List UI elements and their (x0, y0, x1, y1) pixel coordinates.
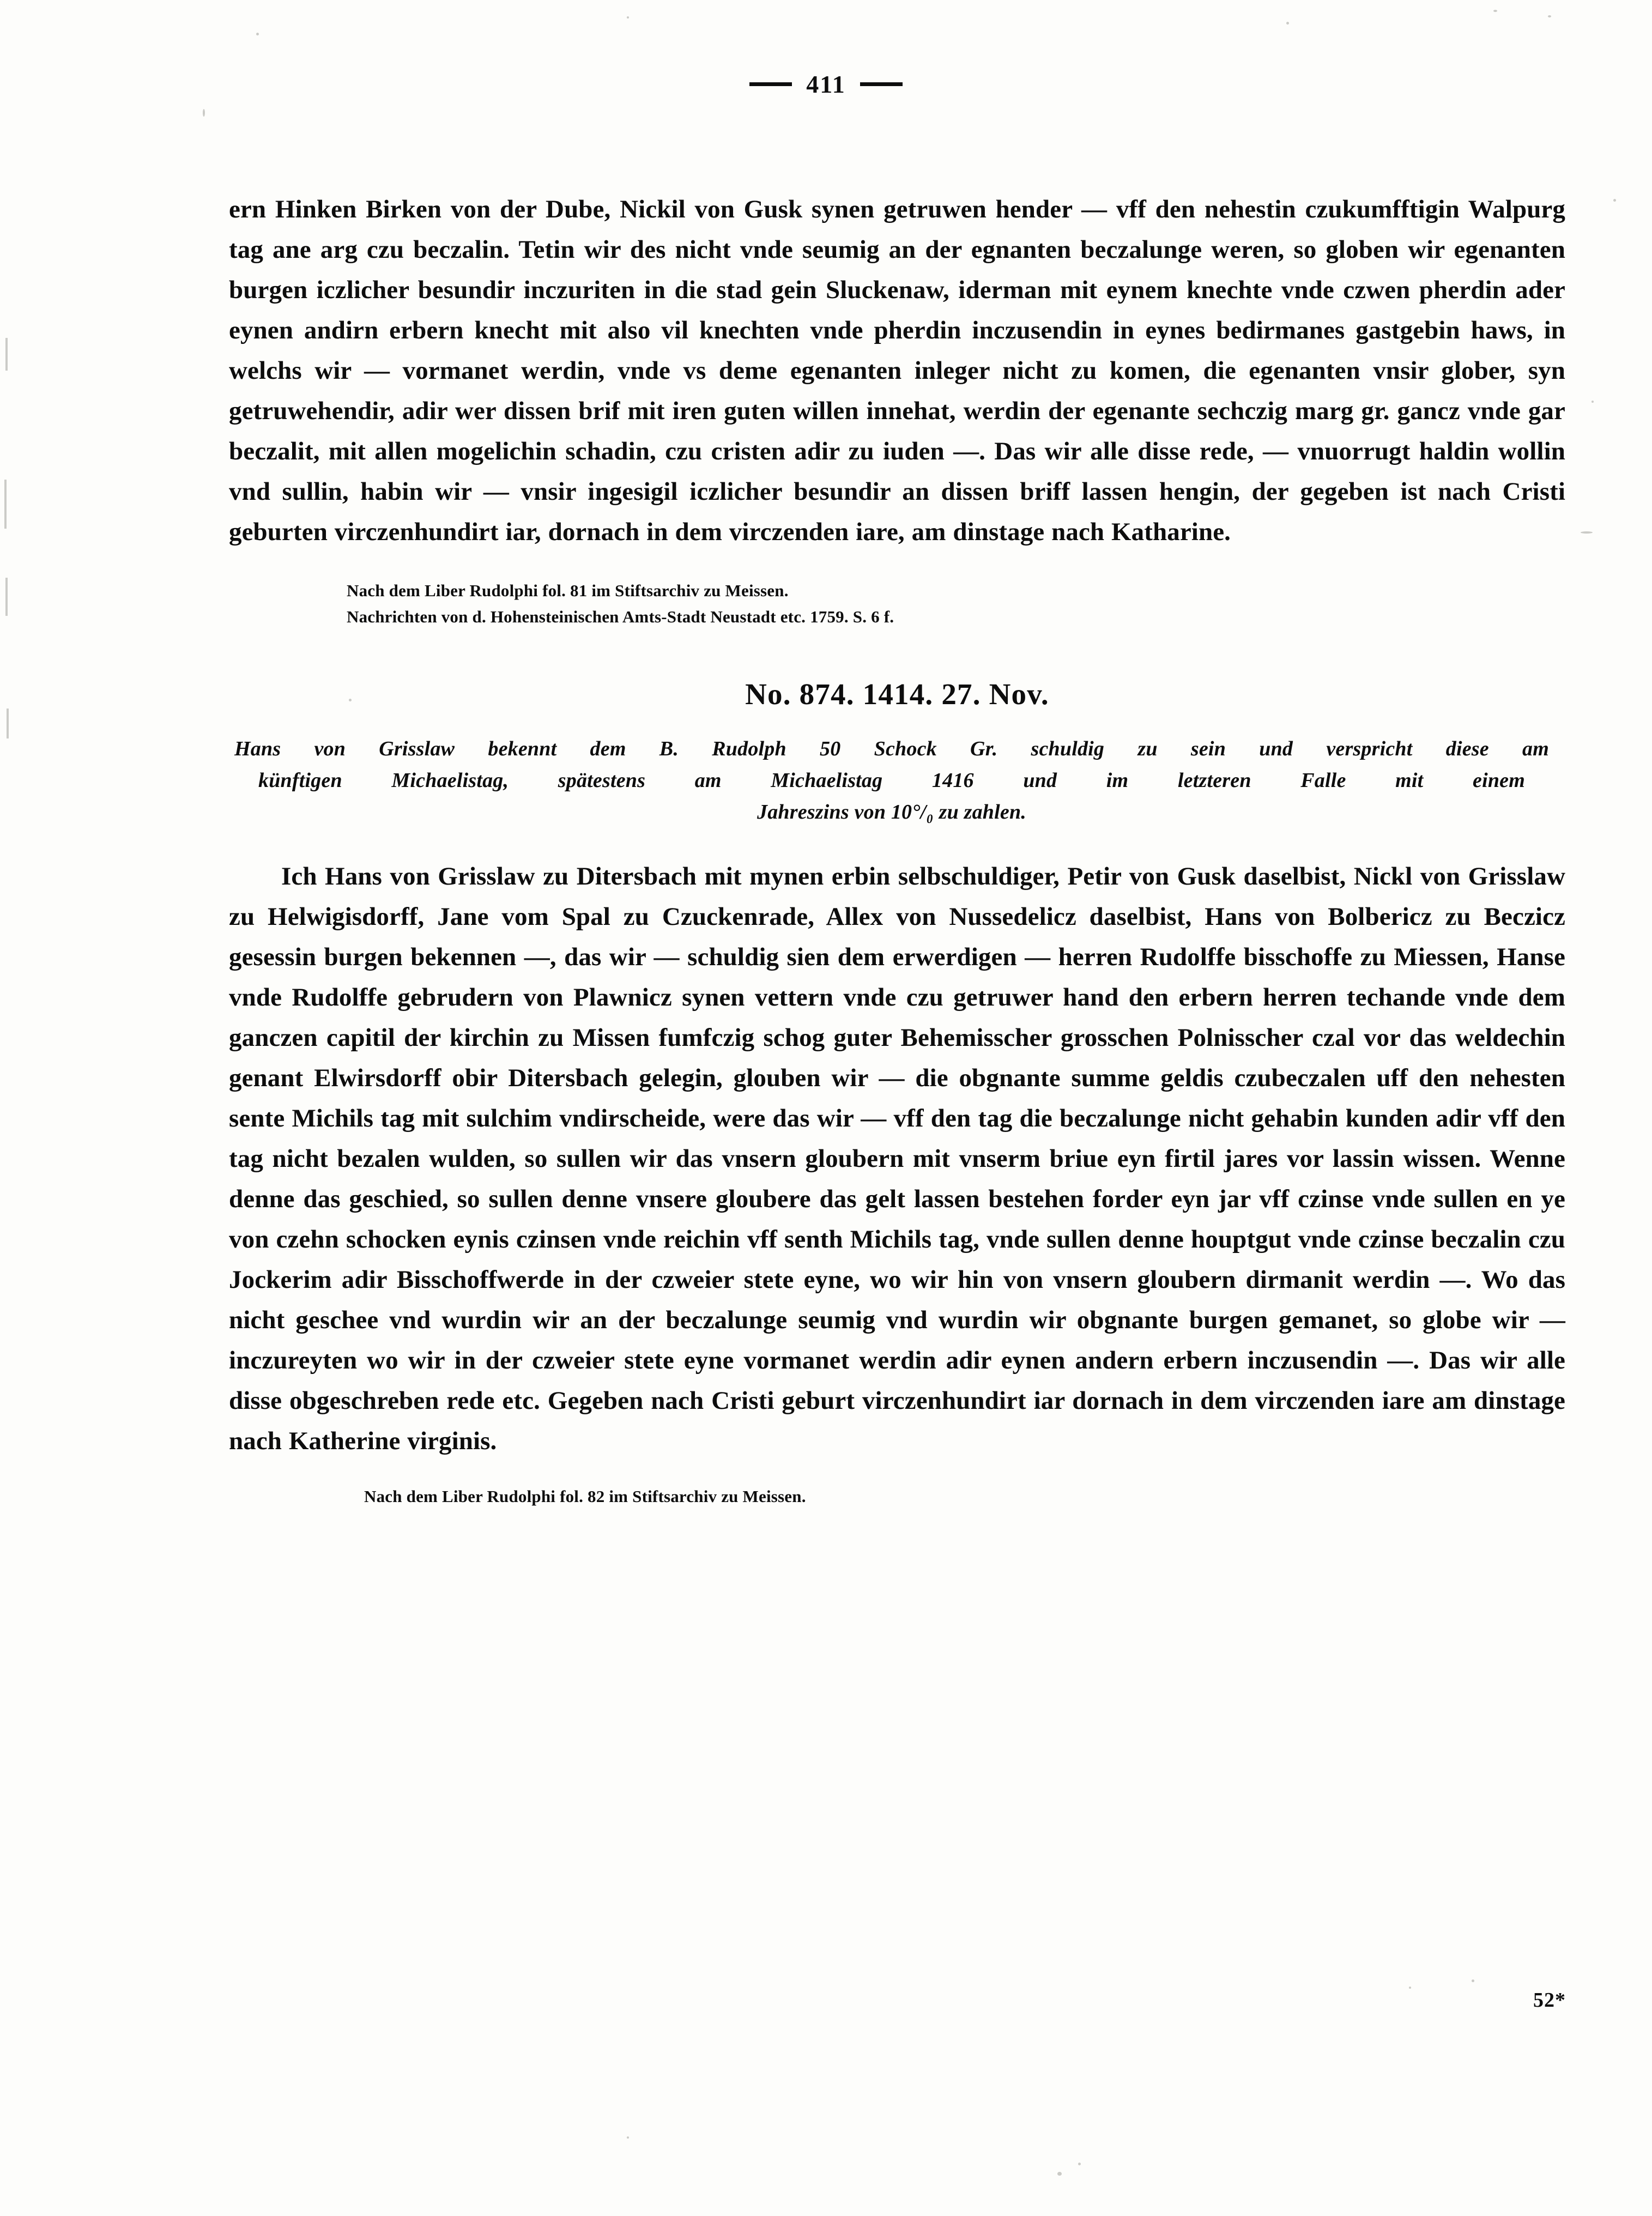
scan-speck (1613, 199, 1616, 202)
scan-edge-mark (5, 578, 8, 616)
scan-speck (1548, 15, 1551, 17)
source-note: Nach dem Liber Rudolphi fol. 81 im Stiftsarchiv zu Meissen. (347, 581, 789, 600)
regest-line: künftigen Michaelistag, spätestens am Michaelistag 1416 und im letzteren Falle mit einem (258, 769, 1525, 792)
percent-symbol: °/₀ (912, 801, 934, 824)
text-column (229, 164, 1565, 1506)
regest-line-3-pre: Jahreszins von 10 (757, 801, 912, 824)
regest-line (234, 796, 1549, 828)
scan-edge-mark (7, 709, 9, 738)
signature-mark: 52* (1533, 1989, 1566, 2012)
scan-edge-mark (4, 480, 7, 529)
page-number: 411 (806, 70, 846, 98)
scan-speck (1078, 2163, 1081, 2165)
scan-speck (627, 16, 629, 19)
charter-2-body: Ich Hans von Grisslaw zu Ditersbach mit mynen erbin selbschuldiger, Petir von Gusk daselbist, Nickl von Grisslaw zu Helwigisdorff, Jane vom Spal zu Czuckenrade, Allex von Nussedelicz daselbist, Hans von Bolbericz zu Beczicz gesessin burgen bekennen —, das wir — schuldig sien dem erwerdigen — herren Rudolffe bisschoffe zu Miessen, Hanse vnde Rudolffe gebrudern von Plawnicz synen vettern vnde czu getruwer hand den erbern herren techande vnde dem ganczen capitil der kirchin zu Missen fumfczig schog guter Behemisscher grosschen Polnisscher czal vor das weldechin genant Elwirsdorff obir Ditersbach gelegin, glouben wir — die obgnante summe geldis czubeczalen uff den nehesten sente Michils tag mit sulchim vndirscheide, were das wir — vff den tag die beczalunge nicht gehabin kunden adir vff den tag nicht bezalen wulden, so sullen wir das vnsern gloubern mit vnserm briue eyn firtil jares vor lassin wissen. Wenne denne das geschied, so sullen denne vnsere gloubere das gelt lassen bestehen forder eyn jar vff czinse vnde sullen en ye von czehn schocken eynis czinsen vnde reichin vff senth Michils tag, vnde sullen denne houptgut vnde czinse beczalin czu Jockerim adir Bisschoffwerde in der czweier stete eyne, wo wir hin von vnsern gloubern dirmanit werdin —. Wo das nicht geschee vnd wurdin wir an der beczalunge seumig vnd wurdin wir obgnante burgen gemanet, so globe wir — inczureyten wo wir in der czweier stete eyne vormanet werdin adir eynen andern erbern inczusendin —. Das wir alle disse obgeschreben rede etc. Gegeben nach Cristi geburt virczenhundirt iar dornach in dem virczenden iare am dinstage nach Katherine virginis. (229, 862, 1565, 1455)
charter-2-heading: No. 874. 1414. 27. Nov. (745, 677, 1049, 711)
scan-speck (1057, 2172, 1062, 2176)
scan-edge-mark (5, 338, 8, 371)
scan-speck (1592, 401, 1594, 403)
scan-speck (256, 33, 259, 35)
scan-speck (203, 109, 205, 117)
source-note: Nachrichten von d. Hohensteinischen Amts-Stadt Neustadt etc. 1759. S. 6 f. (347, 607, 894, 626)
regest-line: Hans von Grisslaw bekennt dem B. Rudolph 50 Schock Gr. schuldig zu sein und verspricht diese am (234, 737, 1549, 760)
charter-2-regest (229, 733, 1565, 828)
scan-speck (1472, 1979, 1474, 1982)
charter-1-body: ern Hinken Birken von der Dube, Nickil von Gusk synen getruwen hender — vff den nehestin czukumfftigin Walpurg tag ane arg czu beczalin. Tetin wir des nicht vnde seumig an der egnanten beczalunge weren, so globen wir egenanten burgen iczlicher besundir inczuriten in die stad gein Sluckenaw, iderman mit eynem knechte vnde czwen pherdin ader eynen andirn erbern knecht mit also vil knechten vnde pherdin inczusendin in eynes bedirmanes gastgebin haws, in welchs wir — vormanet werdin, vnde vs deme egenanten inleger nicht zu komen, die egenanten vnsir glober, syn getruwehendir, adir wer dissen brif mit iren guten willen innehat, werdin der egenante sechczig marg gr. gancz vnde gar beczalit, mit allen mogelichin schadin, czu cristen adir zu iuden —. Das wir alle disse rede, — vnuorrugt haldin wollin vnd sullin, habin wir — vnsir ingesigil iczlicher besundir an dissen briff lassen hengin, der gegeben ist nach Cristi geburten virczenhundirt iar, dornach in dem virczenden iare, am dinstage nach Katharine. (229, 195, 1565, 546)
scan-speck (627, 2136, 629, 2139)
scan-speck (1493, 10, 1497, 12)
charter-2-source: Nach dem Liber Rudolphi fol. 82 im Stiftsarchiv zu Meissen. (364, 1487, 806, 1506)
head-rule-left (749, 82, 792, 86)
head-rule-right (860, 82, 903, 86)
running-head (0, 70, 1652, 99)
regest-line-3-post: zu zahlen. (939, 801, 1026, 824)
scan-speck (1286, 22, 1289, 25)
charter-1-sources (229, 578, 1565, 630)
scan-speck (1581, 531, 1593, 534)
scan-speck (1409, 1987, 1411, 1989)
